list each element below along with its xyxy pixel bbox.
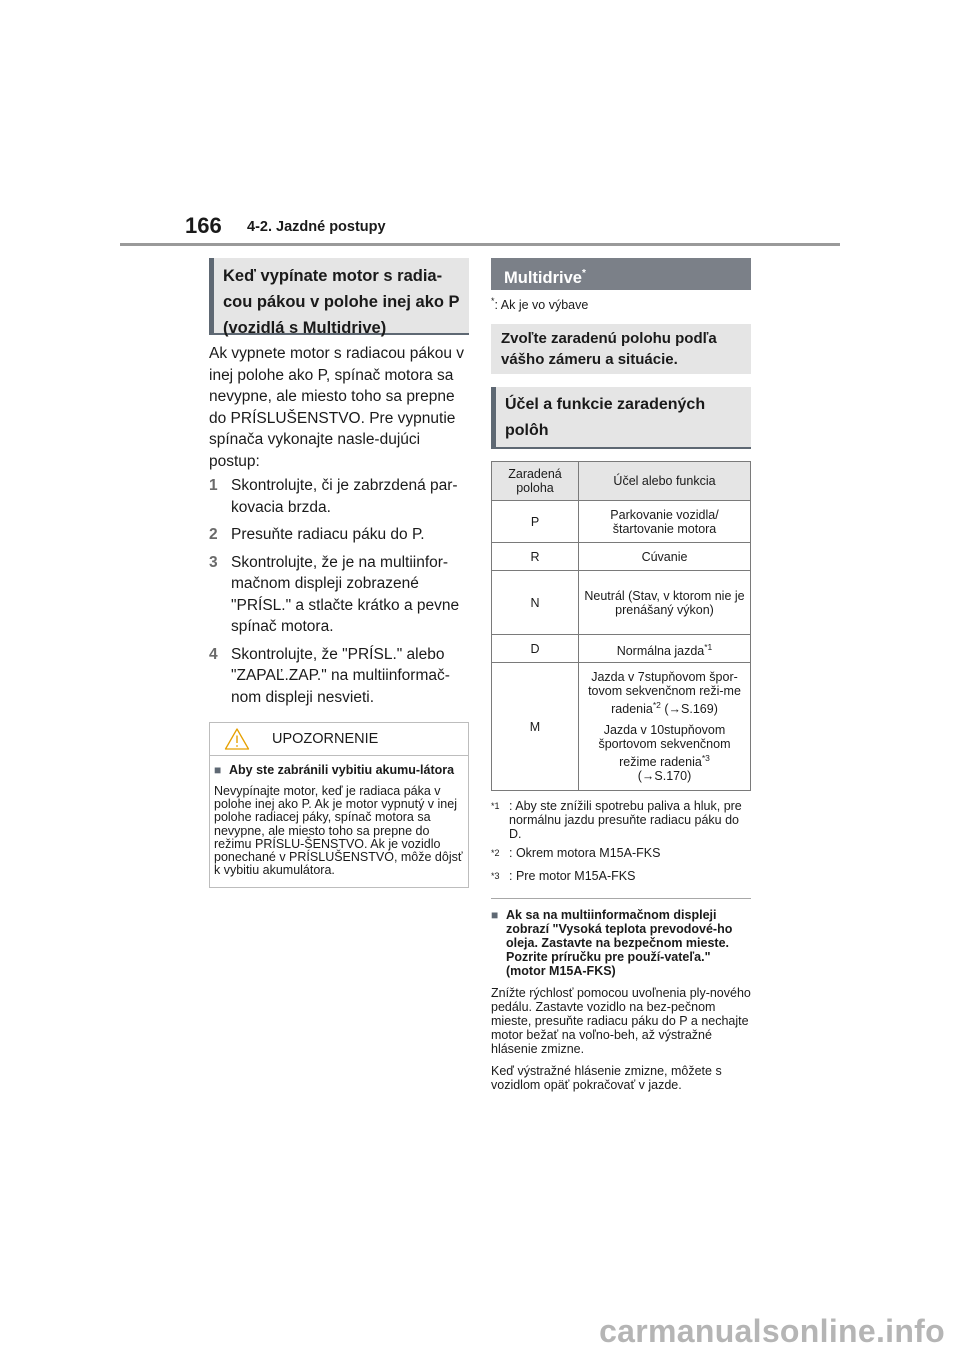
note-key	[491, 846, 509, 864]
multidrive-heading-text: Multidrive	[504, 269, 582, 287]
step-number: 4	[209, 645, 218, 663]
function-cell: Cúvanie	[579, 543, 751, 571]
steps-list	[209, 475, 469, 708]
function-cell: Neutrál (Stav, v ktorom nie je prenášaný výkon)	[579, 571, 751, 635]
position-cell: N	[492, 571, 579, 635]
left-heading: Keď vypínate motor s radia-cou pákou v polohe inej ako P (vozidlá s Multidrive)	[209, 258, 469, 335]
positions-heading: Účel a funkcie zaradených polôh	[491, 387, 751, 449]
warning-triangle-icon	[224, 727, 250, 751]
page-ref: (→S.170)	[637, 769, 692, 784]
square-bullet-icon: ■	[214, 763, 222, 777]
step-item	[209, 524, 469, 546]
intro-text: Ak vypnete motor s radiacou pákou v inej polohe ako P, spínač motora sa nevypne, ale miesto toho sa prepne do PRÍSLUŠENSTVO. Pre vypnutie spínača vykonajte nasle-dujúci postup:	[209, 345, 465, 470]
caution-text: Nevypínajte motor, keď je radiaca páka v polohe inej ako P. Ak je motor vypnutý v inej polohe radiacej páky, spínač motora sa nevypne, ale miesto toho sa prepne do režimu PRÍSLU-ŠENSTVO. Ak je vozidlo ponechané v PRÍSLUŠENSTVO, môže dôjsť k vybitiu akumulátora.	[214, 784, 463, 878]
page-ref: (→S.169)	[660, 702, 718, 717]
table-notes	[491, 799, 751, 887]
caution-header	[210, 723, 468, 756]
function-cell: Parkovanie vozidla/ štartovanie motora	[579, 501, 751, 543]
step-item	[209, 475, 469, 518]
note-key	[491, 799, 509, 841]
function-cell	[579, 635, 751, 663]
caution-box	[209, 722, 469, 888]
position-cell: M	[492, 663, 579, 791]
equipment-footnote	[491, 296, 751, 312]
note-marker: *3	[491, 871, 500, 882]
right-column	[491, 258, 751, 1092]
equipment-footnote-text: : Ak je vo výbave	[494, 298, 589, 313]
step-number: 2	[209, 526, 218, 543]
caution-body	[210, 756, 468, 887]
warning-subheading-text: Ak sa na multiinformačnom displeji zobrazí "Vysoká teplota prevodové-ho oleja. Zastavte na bezpečnom mieste. Pozrite príručku pre použí-vateľa." (motor M15A-FKS)	[506, 908, 733, 978]
section-divider	[491, 898, 751, 899]
note-marker: *1	[491, 801, 500, 812]
step-text: Skontrolujte, že "PRÍSL." alebo "ZAPAĽ.ZAP." na multiinformač-nom displeji nesvieti.	[231, 645, 450, 706]
step-text: Skontrolujte, či je zabrzdená par-kovacia brzda.	[231, 477, 458, 516]
note-text: : Okrem motora M15A-FKS	[509, 846, 661, 861]
table-header-row	[492, 462, 751, 501]
note-item	[491, 846, 751, 864]
warning-paragraph-2: Keď výstražné hlásenie zmizne, môžete s vozidlom opäť pokračovať v jazde.	[491, 1064, 722, 1093]
header-rule	[120, 243, 840, 246]
table-row	[492, 543, 751, 571]
position-cell: P	[492, 501, 579, 543]
watermark: carmanualsonline.info	[599, 1313, 945, 1349]
step-item	[209, 644, 469, 709]
caution-label: UPOZORNENIE	[272, 731, 379, 747]
mode-7-speed	[582, 670, 747, 716]
warning-subheading	[491, 909, 751, 978]
footnote-ref: *3	[701, 753, 710, 764]
note-marker: *2	[491, 848, 500, 859]
caution-title-text: Aby ste zabránili vybitiu akumu-látora	[229, 763, 455, 777]
step-number: 3	[209, 553, 218, 571]
footnote-ref: *2	[652, 700, 661, 710]
function-cell	[579, 663, 751, 791]
caution-title	[214, 763, 464, 777]
position-cell: D	[492, 635, 579, 663]
note-item	[491, 869, 751, 887]
step-number: 1	[209, 477, 218, 494]
position-cell: R	[492, 543, 579, 571]
column-header-function: Účel alebo funkcia	[579, 462, 751, 501]
left-column	[209, 258, 469, 888]
equipment-asterisk: *	[491, 296, 495, 306]
heading-asterisk: *	[581, 268, 586, 279]
note-key	[491, 869, 509, 887]
warning-paragraph-1: Znížte rýchlosť pomocou uvoľnenia ply-nového pedálu. Zastavte vozidlo na bez-pečnom mieste, presuňte radiacu páku do P a nechajte motor bežať na voľno-beh, až výstražné hlásenie zmizne.	[491, 986, 751, 1057]
select-position-heading: Zvoľte zaradenú polohu podľa vášho zámeru a situácie.	[491, 324, 751, 374]
mode-7-text: Jazda v 7stupňovom špor-tovom sekvenčnom reži-me radenia	[588, 670, 741, 717]
mode-10-text: Jazda v 10stupňovom športovom sekvenčnom režime radenia	[598, 723, 731, 770]
step-text: Skontrolujte, že je na multiinfor-mačnom displeji zobrazené "PRÍSL." a stlačte krátko a pevne spínač motora.	[231, 553, 460, 635]
table-row	[492, 571, 751, 635]
mode-10-speed	[582, 723, 747, 783]
note-text: : Pre motor M15A-FKS	[509, 869, 636, 884]
function-text: Normálna jazda	[616, 643, 705, 658]
note-item	[491, 799, 751, 841]
footnote-ref: *1	[704, 641, 713, 652]
note-text: : Aby ste znížili spotrebu paliva a hluk, pre normálnu jazdu presuňte radiacu páku do D.	[509, 799, 742, 842]
table-row	[492, 635, 751, 663]
square-bullet-icon: ■	[491, 908, 499, 923]
column-header-position: Zaradená poloha	[492, 462, 579, 501]
shift-positions-table	[491, 461, 751, 791]
page-number: 166	[185, 213, 222, 238]
table-row	[492, 663, 751, 791]
multidrive-heading	[491, 258, 751, 290]
step-text: Presuňte radiacu páku do P.	[231, 526, 425, 543]
step-item	[209, 552, 469, 638]
section-title: 4-2. Jazdné postupy	[247, 219, 386, 235]
table-row	[492, 501, 751, 543]
